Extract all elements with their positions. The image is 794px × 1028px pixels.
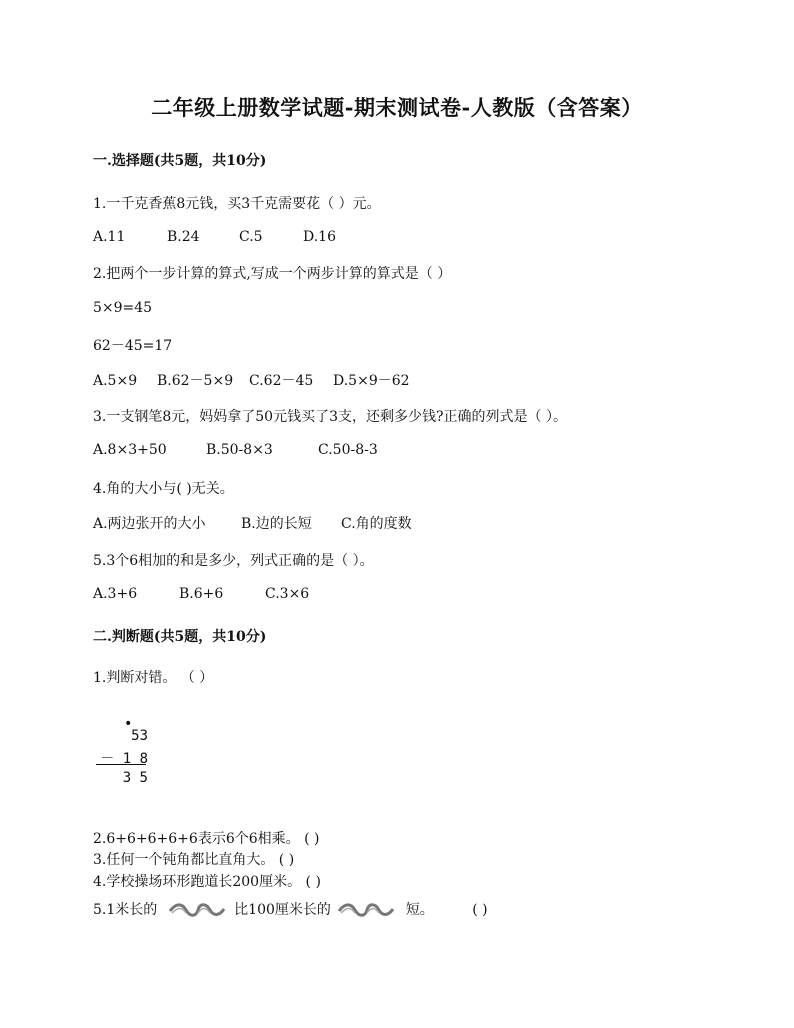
q2-line-2: 62－45=17 [93,338,173,354]
q4-option-c: C.角的度数 [341,516,412,532]
q2-option-b: B.62－5×9 [157,373,234,389]
q3-option-c: C.50-8-3 [318,442,378,458]
judge-q5 [93,899,488,919]
q2-option-a: A.5×9 [93,373,138,389]
section-1-heading: 一.选择题(共5题，共10分) [93,153,267,169]
q1-stem: 1.一千克香蕉8元钱，买3千克需要花（ ）元。 [93,196,381,212]
q4-option-b: B.边的长短 [241,516,312,532]
rope-icon [337,901,395,919]
judge-q5-part-b: 比100厘米长的 [234,902,331,918]
vertical-result: 3 5 [122,770,148,786]
rope-icon [168,901,226,919]
q3-options [93,442,378,458]
q1-option-b: B.24 [167,229,200,245]
q2-stem: 2.把两个一步计算的算式,写成一个两步计算的算式是（ ） [93,266,452,282]
q1-option-a: A.11 [93,229,126,245]
q5-options [93,586,309,602]
q3-option-b: B.50-8×3 [206,442,273,458]
q3-option-a: A.8×3+50 [93,442,167,458]
judge-q1-stem: 1.判断对错。 （ ） [93,670,214,686]
vertical-top-number: 53 [131,728,148,744]
q4-option-a: A.两边张开的大小 [93,516,206,532]
q2-line-1: 5×9=45 [93,300,153,316]
vertical-subtraction [96,716,156,788]
q5-option-a: A.3+6 [93,586,138,602]
q1-options [93,229,336,245]
q4-options [93,513,412,533]
q5-option-c: C.3×6 [265,586,310,602]
page-title: 二年级上册数学试题-期末测试卷-人教版（含答案） [151,95,643,120]
judge-q2: 2.6+6+6+6+6表示6个6相乘。 ( ) [93,831,320,847]
q4-stem: 4.角的大小与( )无关。 [93,481,234,497]
judge-q5-part-c: 短。 [405,902,434,918]
q5-stem: 5.3个6相加的和是多少，列式正确的是（ ）。 [93,553,374,569]
judge-q4: 4.学校操场环形跑道长200厘米。 ( ) [93,874,321,890]
judge-q5-blank: ( ) [472,902,488,918]
vertical-line [96,764,146,765]
q2-options [93,370,410,390]
q2-option-d: D.5×9－62 [333,373,410,389]
q2-option-c: C.62－45 [249,373,314,389]
q1-option-c: C.5 [239,229,263,245]
section-2-heading: 二.判断题(共5题，共10分) [93,629,267,645]
judge-q5-part-a: 5.1米长的 [93,902,158,918]
borrow-dot: • [124,716,133,732]
q3-stem: 3.一支钢笔8元，妈妈拿了50元钱买了3支，还剩多少钱?正确的列式是（ ）。 [93,409,567,425]
judge-q3: 3.任何一个钝角都比直角大。 ( ) [93,852,295,868]
vertical-subtrahend: － 1 8 [100,751,148,767]
q5-option-b: B.6+6 [179,586,224,602]
q1-option-d: D.16 [303,229,336,245]
